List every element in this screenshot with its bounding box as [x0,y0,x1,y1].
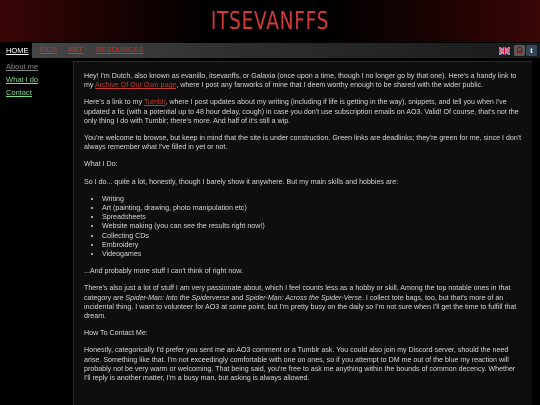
what-i-do-heading: What I Do: [84,160,118,169]
nav-home-link[interactable]: HOME [0,43,32,58]
spiderverse-title: Spider-Man: Into the Spiderverse [125,293,230,302]
site-header [0,0,540,42]
ao3-page-link[interactable]: Archive Of Our Own page [95,81,177,90]
sidebar-item-what-i-do[interactable]: What I do [6,75,39,84]
list-item: • Spreadsheets [102,213,522,222]
nav-resources-link[interactable]: RESOURCES [96,45,144,54]
list-item: • Art (painting, drawing, photo manipulation etc) [102,204,522,213]
tumblr-link[interactable]: Tumblr [143,98,166,107]
more-stuff-text: ...And probably more stuff I can't think of right now. [84,267,243,276]
tumblr-paragraph [84,98,522,126]
sidebar [0,60,70,99]
tumblr-text-2: , where I post updates about my writing (including if life is getting in the way), snippets, and tell you when I've updated a fic (with a potential up to 48 hour delay, cough) in case you don't use subscription emails on AO3. Valid! Of course, that's not the only thing I do with Tumblr; there's more. And half of it's still a wip. [84,98,519,125]
list-item: • Collecting CDs [102,232,522,241]
passions-paragraph [84,284,522,321]
site-title: ITSEVANFFS [210,6,330,35]
contact-paragraph: Honestly, categorically I'd prefer you sent me an AO3 comment or a Tumblr ask. You could also join my Discord server, should the need arise. Something like that. I'm not exceedingly comfortable with one on ones, so if you attempt to DM me out of the blue my reaction will probably not be very warm or welcoming. That being said, you're free to ask me anything within the bounds of common decency. Whether I'll reply is another matter, I'm a busy man, but asking is always allowed. [84,346,516,383]
intro-text-1: Hey! I'm Dutch, also known as evanillo, itsevanffs, or Galaxia (once upon a time, though I no longer go by that one). Here's a handy link to my [84,72,517,90]
list-item: • Videogames [102,250,522,259]
skills-list [84,195,522,259]
intro-text-2: , where I post any fanworks of mine that I deem worthy enough to be shared with the wider public. [176,81,484,90]
sidebar-item-contact[interactable]: Contact [6,88,32,97]
across-spiderverse-title: Spider-Man: Across the Spider-Verse [245,293,362,302]
skills-intro: So I do... quite a lot, honestly, though I barely show it anywhere. But my main skills and hobbies are: [84,177,399,186]
nav-art-link[interactable]: ART [68,45,83,54]
list-item: • Writing [102,195,522,204]
sidebar-item-about-me[interactable]: About me [6,62,39,71]
construction-paragraph: You're welcome to browse, but keep in mind that the site is under construction. Green links are deadlinks; they're green for me, since I don't always remember what I've filled in yet or not. [84,134,522,152]
main-content [73,61,532,405]
passions-text-3: . I collect tote bags, too, but that's more of an incidental thing. I want to volunteer for AO3 at some point, but I'm pretty busy on the daily so I'm not sure when I'll get the time to fulfill that dream. [84,293,517,321]
top-navigation [0,43,540,58]
passions-text-2: and [229,293,246,302]
nav-fics-link[interactable]: FICS [40,45,58,54]
uk-flag-icon[interactable] [499,45,510,56]
passions-text-1: There's also just a lot of stuff I am very passionate about, which I feel counts less as a hobby or skill. Among the top notable ones in that category are [84,284,511,302]
tumblr-icon[interactable]: t [526,45,537,56]
list-item: • Website making (you can see the results right now!) [102,222,522,231]
list-item: • Embroidery [102,241,522,250]
ao3-icon[interactable] [514,45,525,56]
tumblr-text-1: Here's a link to my [84,98,144,107]
contact-heading: How To Contact Me: [84,329,148,338]
intro-paragraph [84,72,522,90]
